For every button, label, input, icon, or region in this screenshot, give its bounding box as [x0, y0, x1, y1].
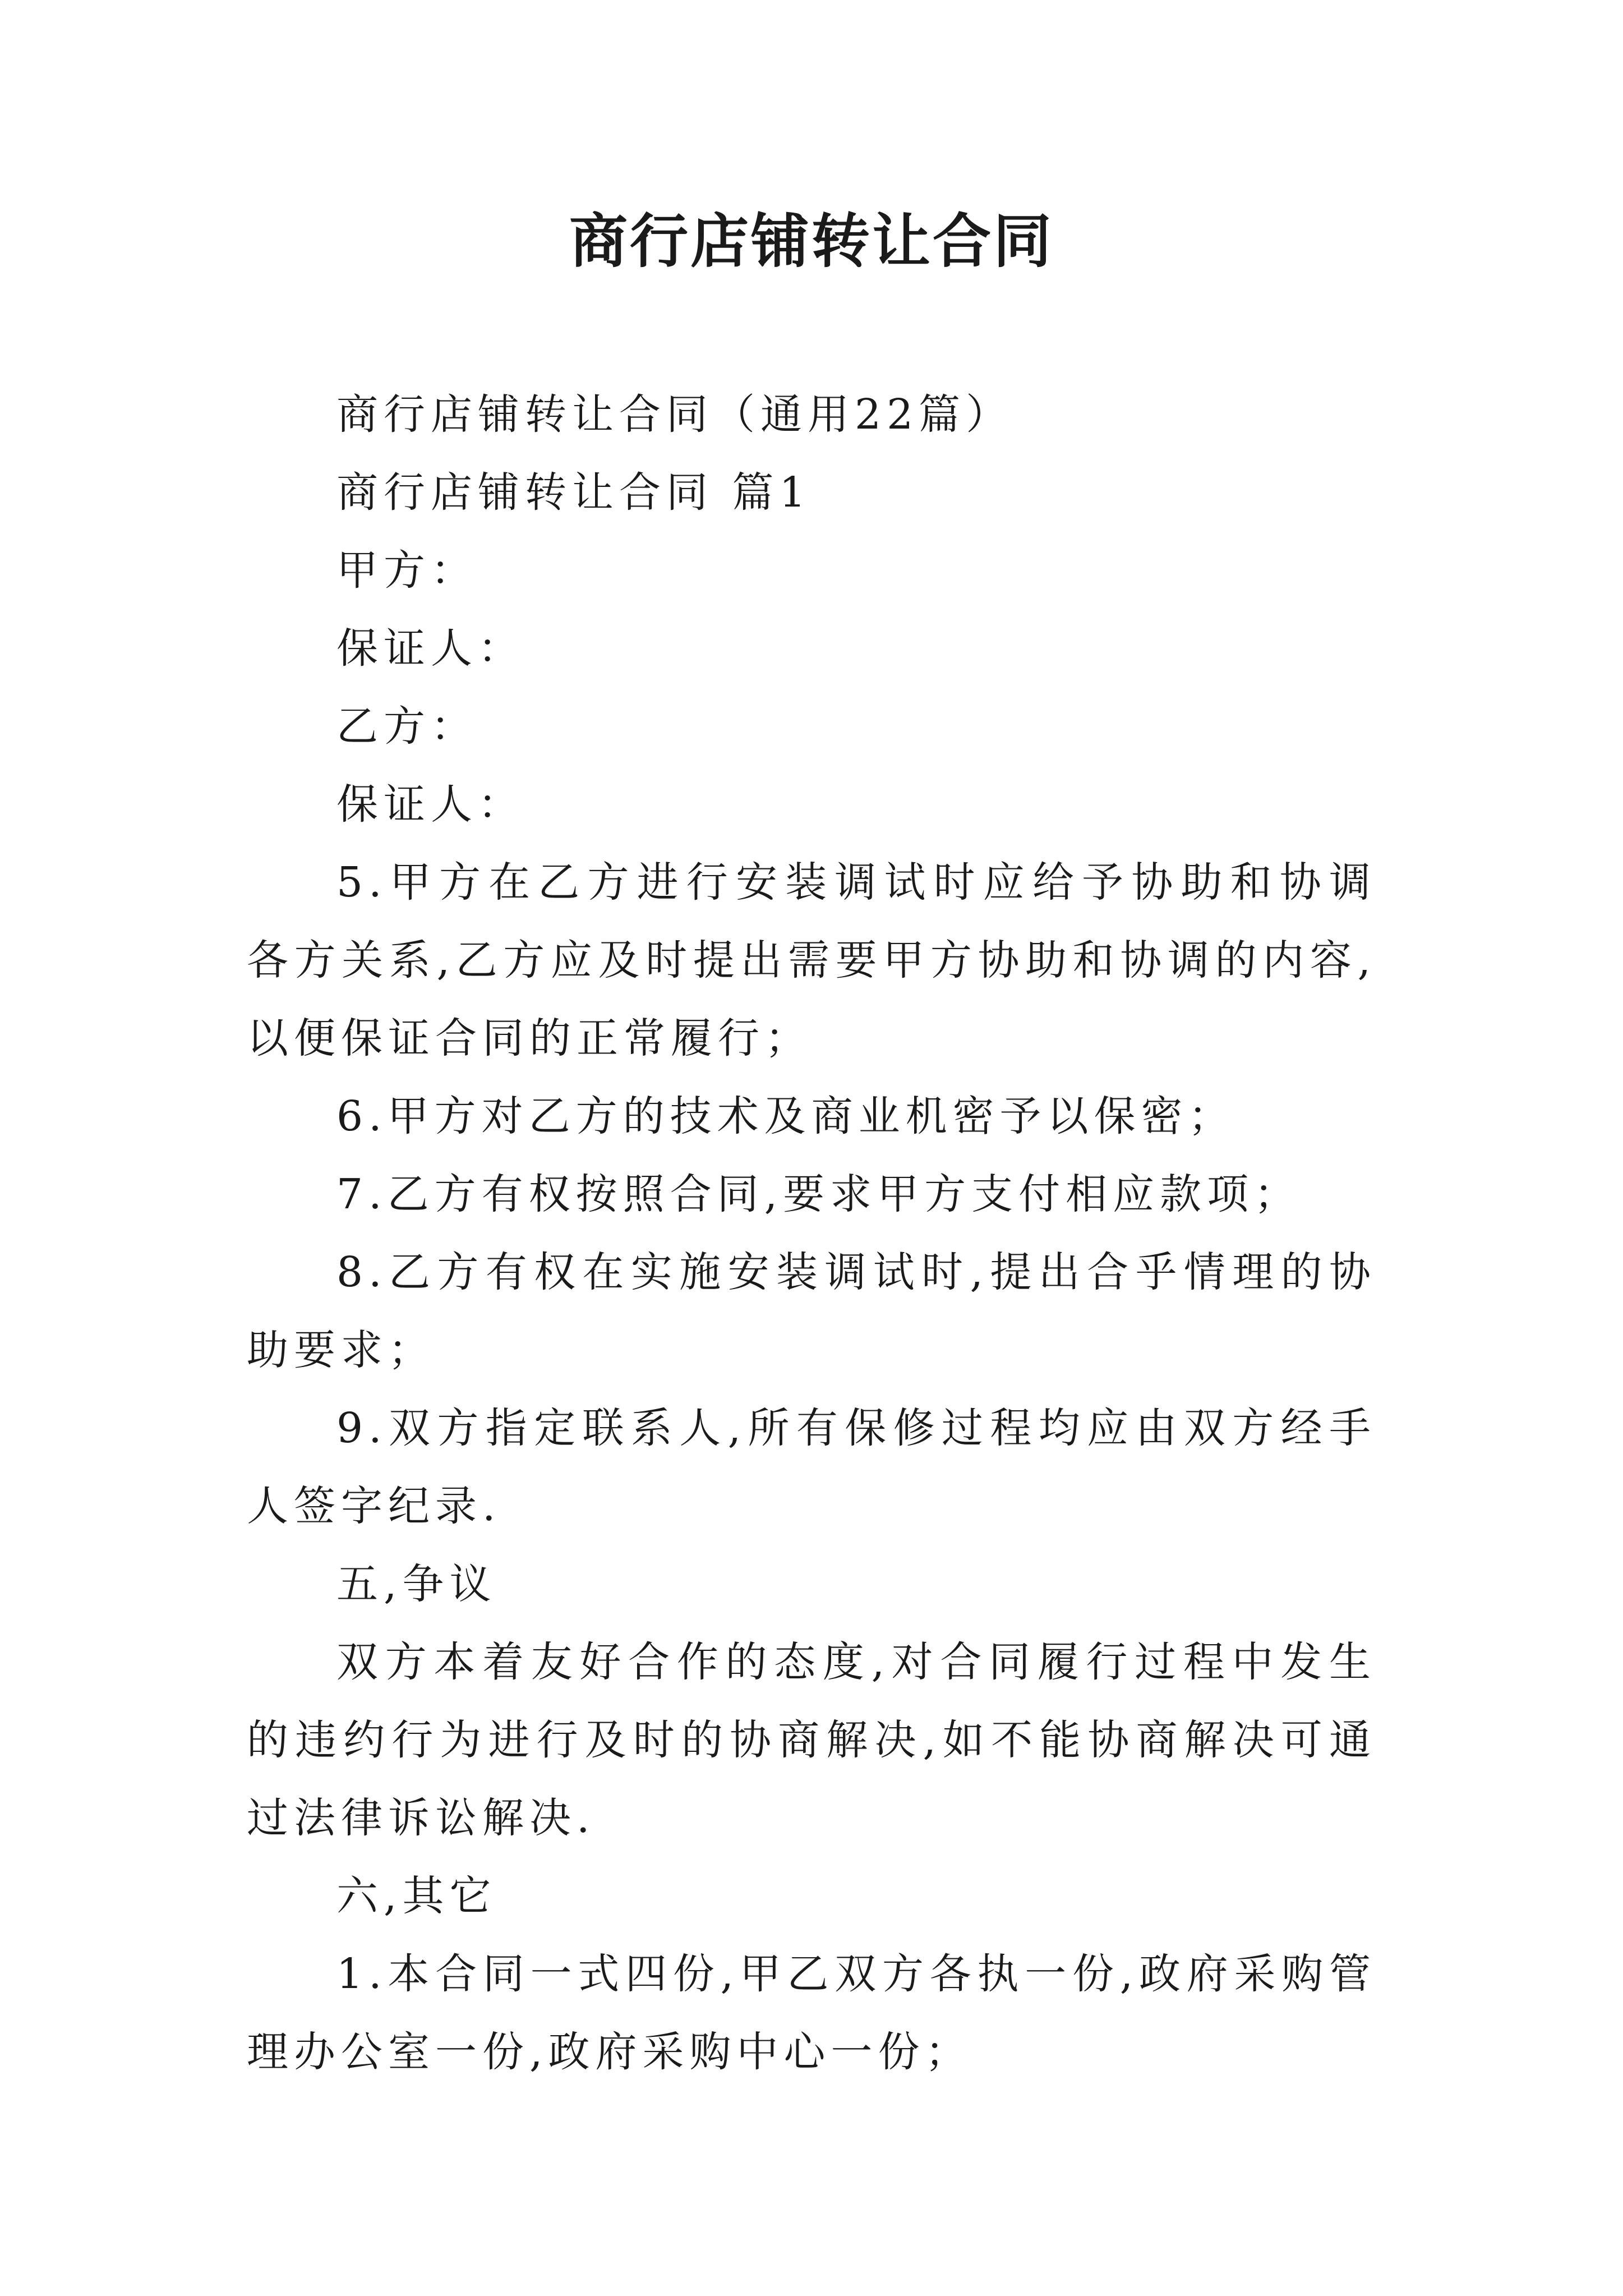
- section-other-heading: 六,其它: [336, 1872, 497, 1920]
- section-heading: 商行店铺转让合同 篇1: [336, 468, 811, 517]
- other-clause-1: 1.本合同一式四份,甲乙双方各执一份,政府采购管理办公室一份,政府采购中心一份；: [247, 1950, 1376, 2076]
- document-title: 商行店铺转让合同: [569, 206, 1054, 275]
- clause-6: 6.甲方对乙方的技术及商业机密予以保密；: [336, 1092, 1235, 1140]
- document-body: [247, 376, 1376, 2091]
- clause-7: 7.乙方有权按照合同,要求甲方支付相应款项；: [336, 1170, 1302, 1218]
- section-dispute-heading: 五,争议: [336, 1560, 497, 1608]
- subtitle-paragraph: 商行店铺转让合同（通用22篇）: [336, 390, 1013, 439]
- guarantor-a-label: 保证人：: [336, 624, 525, 673]
- clause-5: 5.甲方在乙方进行安装调试时应给予协助和协调各方关系,乙方应及时提出需要甲方协助和协调的内容,以便保证合同的正常履行；: [247, 858, 1376, 1062]
- party-a-label: 甲方：: [336, 546, 478, 595]
- guarantor-b-label: 保证人：: [336, 780, 525, 829]
- dispute-paragraph: 双方本着友好合作的态度,对合同履行过程中发生的违约行为进行及时的协商解决,如不能协商解决可通过法律诉讼解决.: [247, 1638, 1376, 1842]
- clause-9: 9.双方指定联系人,所有保修过程均应由双方经手人签字纪录.: [247, 1404, 1376, 1530]
- clause-8: 8.乙方有权在实施安装调试时,提出合乎情理的协助要求；: [247, 1248, 1376, 1374]
- party-b-label: 乙方：: [336, 702, 478, 751]
